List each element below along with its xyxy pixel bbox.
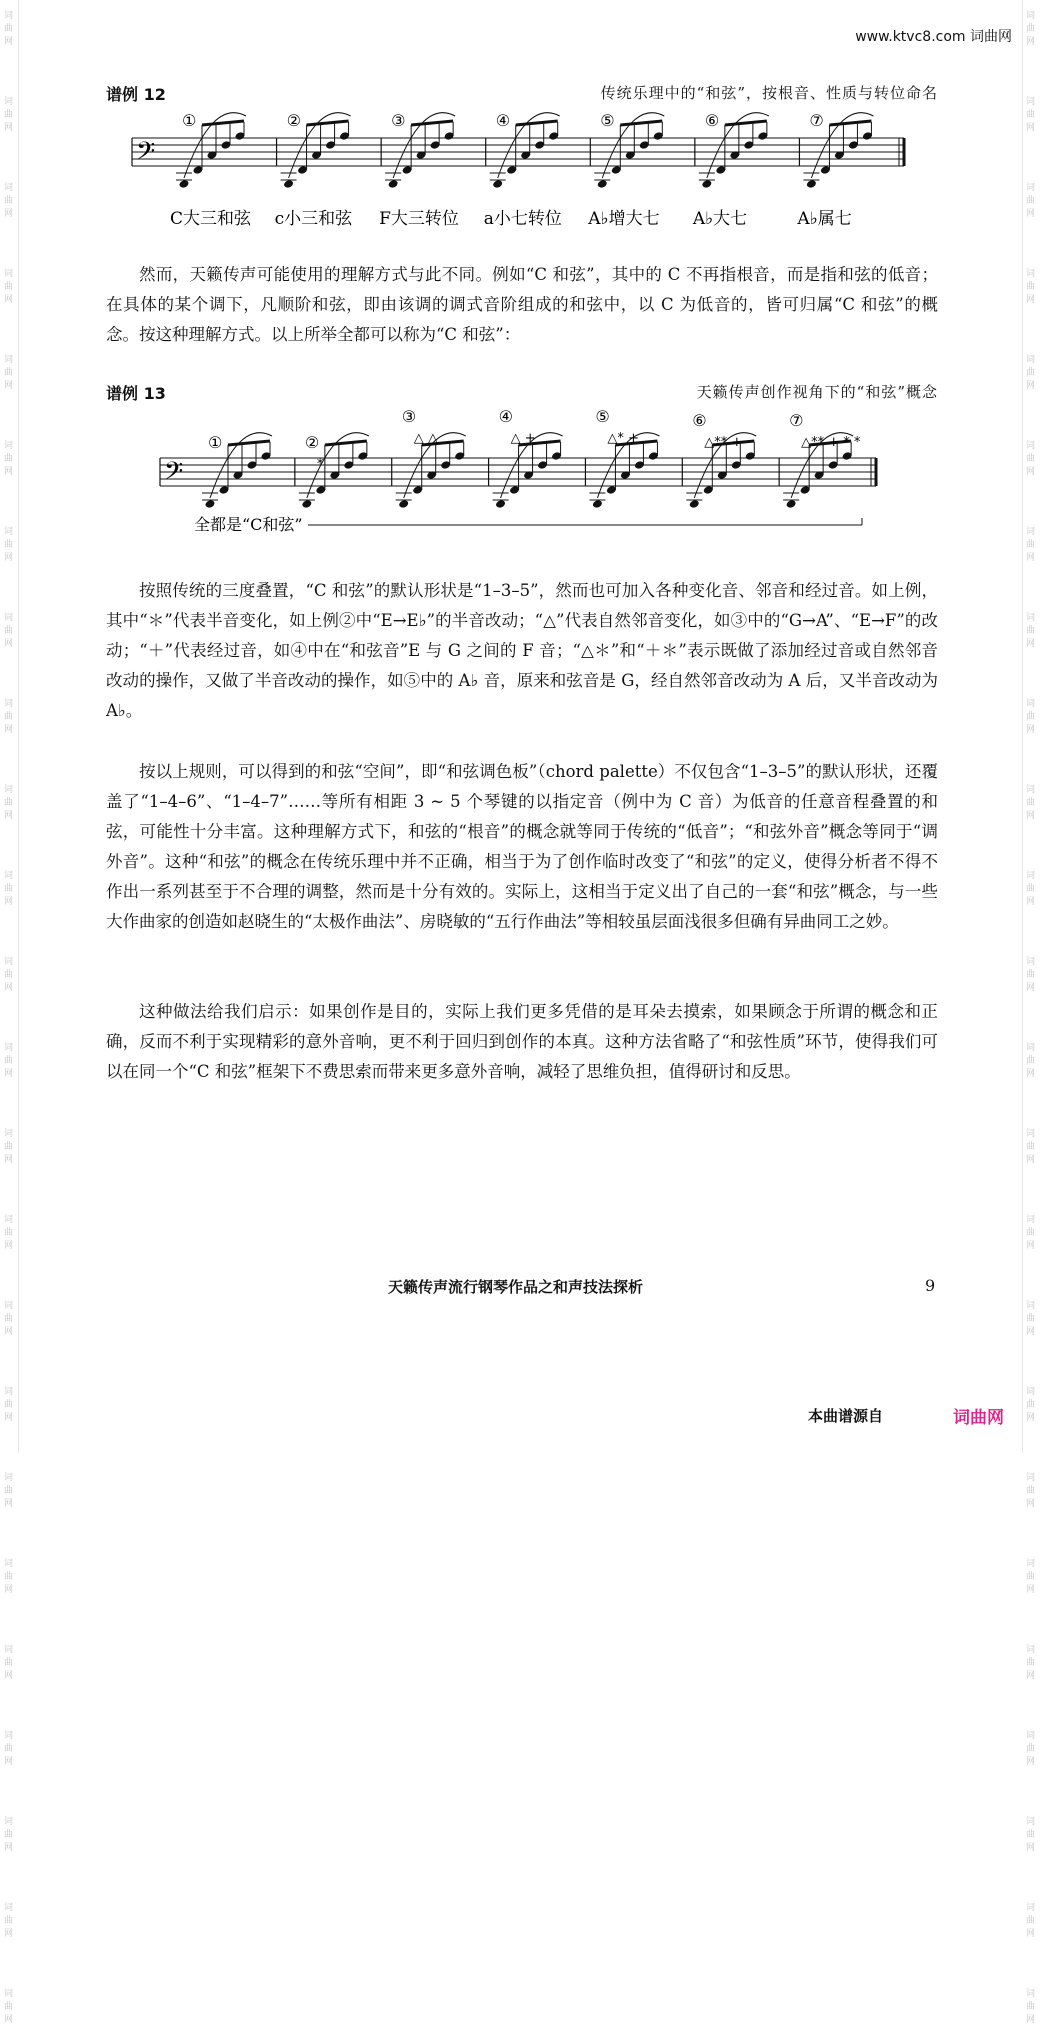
chord-number: ① [182, 111, 197, 130]
chord-number: ① [208, 433, 223, 452]
site-watermark: www.ktvc8.com 词曲网 [855, 29, 1012, 45]
watermark-text: 词曲网 [4, 1903, 14, 1939]
example13-title: 天籁传声创作视角下的“和弦”概念 [696, 383, 938, 401]
left-margin-line [18, 0, 19, 1453]
note-beam [411, 121, 453, 125]
chord-number: ② [286, 111, 301, 130]
watermark-text: 词曲网 [1026, 1645, 1036, 1681]
note-head [495, 499, 506, 509]
watermark-text: 词曲网 [1026, 957, 1036, 993]
watermark-text: 词曲网 [1026, 1473, 1036, 1509]
example13-staff [150, 402, 890, 542]
note-beam [325, 441, 367, 445]
note-beam [829, 121, 871, 125]
alteration-marks: * [316, 457, 324, 472]
watermark-text: 词曲网 [4, 1215, 14, 1251]
watermark-text: 词曲网 [1026, 1387, 1036, 1423]
chord-name-label: F大三转位 [379, 209, 459, 228]
watermark-text: 词曲网 [1026, 97, 1036, 133]
example12-staff [120, 108, 920, 228]
chord-name-label: A♭属七 [797, 209, 852, 228]
note-beam [516, 121, 558, 125]
note-head [179, 179, 190, 189]
chord-number: ④ [495, 111, 511, 130]
note-head [301, 499, 312, 509]
note-head [597, 179, 608, 189]
watermark-text: 词曲网 [1026, 355, 1036, 391]
watermark-text: 词曲网 [4, 613, 14, 649]
bass-clef-icon: 𝄢 [136, 137, 156, 172]
watermark-text: 词曲网 [4, 1817, 14, 1853]
right-margin-line [1022, 0, 1023, 1453]
brand-logo: 词曲网 [953, 1408, 1004, 1428]
watermark-text: 词曲网 [4, 1129, 14, 1165]
watermark-text: 词曲网 [4, 1559, 14, 1595]
watermark-text: 词曲网 [1026, 1129, 1036, 1165]
note-head [492, 179, 503, 189]
alteration-marks: △* + [607, 431, 639, 446]
note-head [786, 499, 797, 509]
watermark-text: 词曲网 [4, 1043, 14, 1079]
watermark-text: 词曲网 [1026, 871, 1036, 907]
note-head [806, 179, 817, 189]
watermark-text: 词曲网 [1026, 1301, 1036, 1337]
chord-name-label: A♭增大七 [588, 209, 660, 228]
watermark-text: 词曲网 [1026, 1817, 1036, 1853]
watermark-text: 词曲网 [4, 1989, 14, 2025]
watermark-text: 词曲网 [1026, 785, 1036, 821]
watermark-text: 词曲网 [4, 183, 14, 219]
watermark-text: 词曲网 [1026, 1559, 1036, 1595]
chord-number: ③ [391, 111, 406, 130]
watermark-text: 词曲网 [1026, 183, 1036, 219]
watermark-text: 词曲网 [4, 97, 14, 133]
watermark-text: 词曲网 [4, 269, 14, 305]
watermark-text: 词曲网 [1026, 1043, 1036, 1079]
note-head [283, 179, 294, 189]
chord-number: ② [304, 433, 320, 452]
example12-title: 传统乐理中的“和弦”，按根音、性质与转位命名 [600, 84, 938, 102]
chord-number: ④ [498, 407, 513, 426]
watermark-text: 词曲网 [4, 527, 14, 563]
note-beam [228, 441, 270, 445]
example12-label: 谱例 12 [106, 85, 166, 104]
caption-text: 全都是“C和弦” [194, 515, 303, 534]
watermark-text: 词曲网 [1026, 699, 1036, 735]
watermark-text: 词曲网 [4, 699, 14, 735]
note-head [398, 499, 409, 509]
watermark-text: 词曲网 [1026, 11, 1036, 47]
chord-name-label: A♭大七 [692, 209, 748, 228]
watermark-text: 词曲网 [1026, 441, 1036, 477]
watermark-text: 词曲网 [4, 441, 14, 477]
paragraph-3: 按以上规则，可以得到的和弦“空间”，即“和弦调色板”（chord palette）不仅包含“1–3–5”的默认形状，还覆盖了“1–4–6”、“1–4–7”……等所有相距 3 ~ 5 个琴键的以指定音（例中为 C 音）为低音的任意音程叠置的和弦，可能性十分丰富。这种理解方式下，和弦的“根音”的概念就等同于传统的“低音”；“和弦外音”概念等同于“调外音”。这种“和弦”的概念在传统乐理中并不正确，相当于为了创作临时改变了“和弦”的定义，使得分析者不得不作出一系列甚至于不合理的调整，然而是十分有效的。实际上，这相当于定义出了自己的一套“和弦”概念，与一些大作曲家的创造如赵晓生的“太极作曲法”、房晓敏的“五行作曲法”等相较虽层面浅很多但确有异曲同工之妙。 [106, 762, 938, 931]
watermark-text: 词曲网 [1026, 1903, 1036, 1939]
note-beam [202, 121, 244, 125]
watermark-text: 词曲网 [1026, 527, 1036, 563]
note-head [701, 179, 712, 189]
alteration-marks: △** + [704, 435, 743, 450]
chord-number: ⑦ [789, 411, 804, 430]
watermark-text: 词曲网 [4, 1731, 14, 1767]
note-head [388, 179, 399, 189]
chord-name-label: C大三和弦 [170, 209, 252, 228]
chord-number: ⑤ [595, 407, 610, 426]
footer-title: 天籁传声流行钢琴作品之和声技法探析 [388, 1278, 644, 1296]
chord-name-label: a小七转位 [483, 209, 562, 228]
chord-number: ⑤ [600, 111, 615, 130]
alteration-marks: △** + * * [801, 435, 861, 450]
watermark-text: 词曲网 [4, 1473, 14, 1509]
note-head [592, 499, 603, 509]
watermark-text: 词曲网 [1026, 1731, 1036, 1767]
chord-number: ③ [401, 407, 417, 426]
paragraph-4: 这种做法给我们启示：如果创作是目的，实际上我们更多凭借的是耳朵去摸索，如果顾念于所谓的概念和正确，反而不利于实现精彩的意外音响，更不利于回归到创作的本真。这种方法省略了“和弦性质”环节，使得我们可以在同一个“C 和弦”框架下不费思索而带来更多意外音响，减轻了思维负担，值得研讨和反思。 [106, 1002, 938, 1081]
watermark-text: 词曲网 [4, 957, 14, 993]
chord-number: ⑦ [809, 111, 824, 130]
watermark-text: 词曲网 [4, 11, 14, 47]
watermark-text: 词曲网 [4, 871, 14, 907]
note-beam [307, 121, 349, 125]
source-label: 本曲谱源自 [808, 1407, 884, 1425]
chord-name-label: c小三和弦 [274, 209, 353, 228]
watermark-text: 词曲网 [4, 1387, 14, 1423]
page-number: 9 [925, 1276, 936, 1295]
right-watermark-strip [1026, 0, 1038, 2025]
watermark-text: 词曲网 [4, 1301, 14, 1337]
watermark-text: 词曲网 [1026, 269, 1036, 305]
note-head [205, 499, 216, 509]
chord-number: ⑥ [692, 411, 707, 430]
watermark-text: 词曲网 [1026, 1989, 1036, 2025]
watermark-text: 词曲网 [4, 1645, 14, 1681]
watermark-text: 词曲网 [4, 355, 14, 391]
watermark-text: 词曲网 [4, 785, 14, 821]
watermark-text: 词曲网 [1026, 1215, 1036, 1251]
alteration-marks: △ △ [413, 431, 438, 446]
chord-number: ⑥ [704, 111, 720, 130]
note-beam [620, 121, 662, 125]
left-watermark-strip [4, 0, 16, 2025]
note-beam [725, 121, 767, 125]
example13-label: 谱例 13 [106, 384, 166, 403]
paragraph-2: 按照传统的三度叠置，“C 和弦”的默认形状是“1–3–5”，然而也可加入各种变化音、邻音和经过音。如上例，其中“＊”代表半音变化，如上例②中“E→E♭”的半音改动；“△”代表自然邻音变化，如③中的“G→A”、“E→F”的改动；“＋”代表经过音，如④中在“和弦音”E 与 G 之间的 F 音；“△＊”和“＋＊”表示既做了添加经过音或自然邻音改动的操作，又做了半音改动的操作，如⑤中的 A♭ 音，原来和弦音是 G，经自然邻音改动为 A 后，又半音改动为 A♭。 [106, 581, 938, 720]
paragraph-1: 然而，天籁传声可能使用的理解方式与此不同。例如“C 和弦”，其中的 C 不再指根音，而是指和弦的低音；在具体的某个调下，凡顺阶和弦，即由该调的调式音阶组成的和弦中，以 C 为低音的，皆可归属“C 和弦”的概念。按这种理解方式。以上所举全都可以称为“C 和弦”： [106, 265, 938, 344]
watermark-text: 词曲网 [1026, 613, 1036, 649]
alteration-marks: △ + [510, 431, 536, 446]
bass-clef-icon: 𝄢 [164, 457, 184, 492]
note-head [689, 499, 700, 509]
